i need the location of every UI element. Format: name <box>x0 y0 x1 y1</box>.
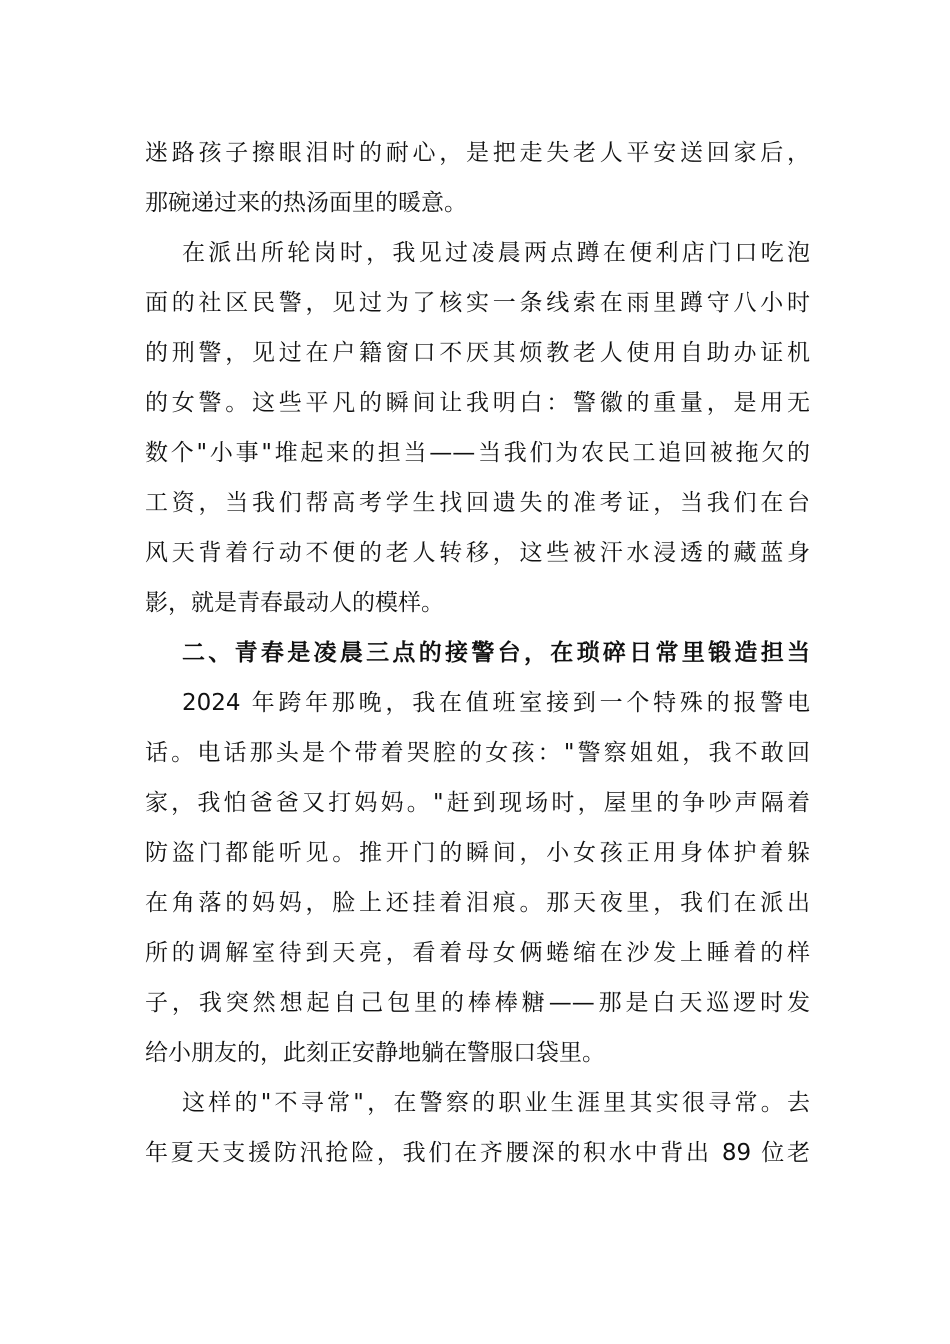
paragraph-line: 在角落的妈妈，脸上还挂着泪痕。那天夜里，我们在派出 <box>145 890 810 916</box>
paragraph-line: 防盗门都能听见。推开门的瞬间，小女孩正用身体护着躲 <box>145 840 810 866</box>
paragraph-line: 的女警。这些平凡的瞬间让我明白：警徽的重量，是用无 <box>145 390 810 416</box>
paragraph-line: 数个"小事"堆起来的担当——当我们为农民工追回被拖欠的 <box>145 440 810 466</box>
section-heading: 二、青春是凌晨三点的接警台，在琐碎日常里锻造担当 <box>182 640 810 666</box>
paragraph-line: 工资，当我们帮高考学生找回遗失的准考证，当我们在台 <box>145 490 810 516</box>
paragraph-line: 给小朋友的，此刻正安静地躺在警服口袋里。 <box>145 1040 605 1066</box>
paragraph-line: 迷路孩子擦眼泪时的耐心，是把走失老人平安送回家后， <box>145 140 810 166</box>
paragraph-line: 在派出所轮岗时，我见过凌晨两点蹲在便利店门口吃泡 <box>182 240 810 266</box>
paragraph-line: 的刑警，见过在户籍窗口不厌其烦教老人使用自助办证机 <box>145 340 810 366</box>
paragraph-line: 面的社区民警，见过为了核实一条线索在雨里蹲守八小时 <box>145 290 810 316</box>
document-body <box>145 128 810 1178</box>
paragraph-line: 影，就是青春最动人的模样。 <box>145 590 444 616</box>
paragraph-line: 那碗递过来的热汤面里的暖意。 <box>145 190 467 216</box>
paragraph-line: 2024 年跨年那晚，我在值班室接到一个特殊的报警电 <box>182 690 810 716</box>
paragraph-line: 风天背着行动不便的老人转移，这些被汗水浸透的藏蓝身 <box>145 540 810 566</box>
paragraph-line: 年夏天支援防汛抢险，我们在齐腰深的积水中背出 89 位老 <box>145 1140 810 1166</box>
paragraph-line: 话。电话那头是个带着哭腔的女孩："警察姐姐，我不敢回 <box>145 740 810 766</box>
paragraph-line: 所的调解室待到天亮，看着母女俩蜷缩在沙发上睡着的样 <box>145 940 810 966</box>
paragraph-line: 子，我突然想起自己包里的棒棒糖——那是白天巡逻时发 <box>145 990 810 1016</box>
paragraph-line: 家，我怕爸爸又打妈妈。"赶到现场时，屋里的争吵声隔着 <box>145 790 810 816</box>
paragraph-line: 这样的"不寻常"，在警察的职业生涯里其实很寻常。去 <box>182 1090 810 1116</box>
